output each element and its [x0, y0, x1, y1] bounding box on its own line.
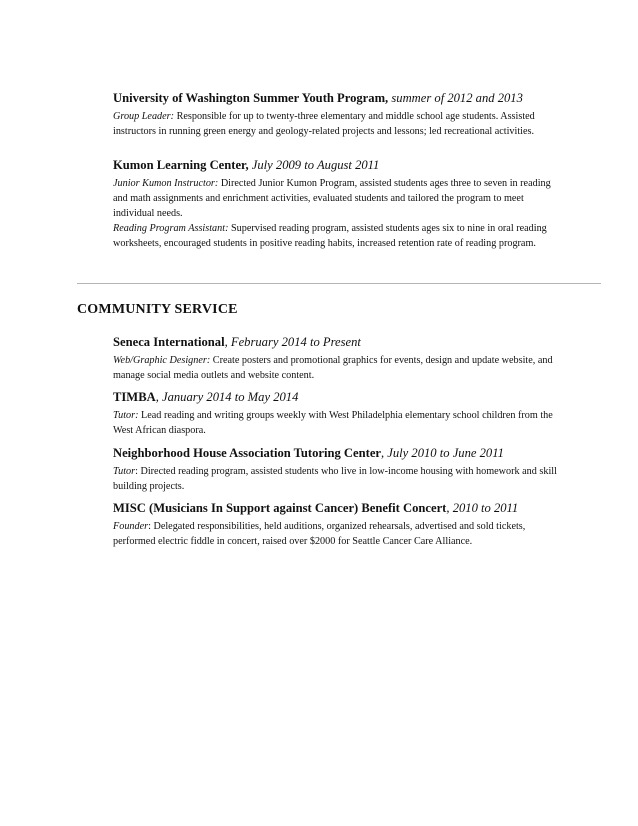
section-divider — [77, 283, 601, 284]
entry-title — [113, 500, 563, 516]
entry-role-text: Directed Junior Kumon Program, assisted students ages three to seven in reading and math assignments and enrichment activities, evaluated students and tailored the program to meet individual needs. — [113, 178, 551, 219]
entry-description — [113, 519, 563, 549]
entry-title — [113, 334, 563, 350]
entry-role: Junior Kumon Instructor: — [113, 178, 219, 189]
entry-dates: , July 2010 to June 2011 — [381, 446, 504, 460]
entry-role-text: Responsible for up to twenty-three elementary and middle school age students. Assisted instructors in running green energy and geology-related projects and lessons; led recreational activities. — [113, 111, 535, 137]
entry-role: Reading Program Assistant: — [113, 223, 229, 234]
entry-role-text: Create posters and promotional graphics for events, design and update website, and manage social media outlets and website content. — [113, 355, 553, 381]
entry-title — [113, 389, 563, 405]
entry-description — [113, 176, 563, 251]
entry-role-text: : Delegated responsibilities, held auditions, organized rehearsals, advertised and sold tickets, performed electric fiddle in concert, raised over $2000 for Seattle Cancer Care Alliance. — [113, 521, 526, 547]
entry-role: Tutor: — [113, 410, 139, 421]
entry-description — [113, 109, 563, 139]
entry-title — [113, 90, 563, 106]
section-heading-community-service: COMMUNITY SERVICE — [77, 302, 238, 317]
entry-description — [113, 353, 563, 383]
entry-description — [113, 408, 563, 438]
entry-title — [113, 157, 563, 173]
entry-org: MISC (Musicians In Support against Cancer) Benefit Concert — [113, 501, 447, 515]
entry-role-text: Lead reading and writing groups weekly with West Philadelphia elementary school children from the West African diaspora. — [113, 410, 553, 436]
entry-title — [113, 445, 563, 461]
community-entry-misc-concert — [113, 500, 563, 549]
entry-role-text: : Directed reading program, assisted students who live in low-income housing with homework and skill building projects. — [113, 466, 557, 492]
entry-org: TIMBA — [113, 390, 156, 404]
entry-org: Kumon Learning Center, — [113, 158, 249, 172]
entry-dates: , January 2014 to May 2014 — [155, 390, 299, 404]
entry-role-text: Supervised reading program, assisted students ages six to nine in oral reading worksheets, encouraged students in positive reading habits, increased retention rate of reading program. — [113, 223, 547, 249]
entry-role: Group Leader: — [113, 111, 175, 122]
entry-role: Founder — [113, 521, 149, 532]
community-entry-timba — [113, 389, 563, 438]
entry-org: Neighborhood House Association Tutoring Center — [113, 446, 381, 460]
entry-description — [113, 464, 563, 494]
entry-dates: July 2009 to August 2011 — [248, 158, 380, 172]
entry-dates: , 2010 to 2011 — [446, 501, 519, 515]
community-entry-neighborhood-house — [113, 445, 563, 494]
community-entry-seneca — [113, 334, 563, 383]
experience-entry-uw-youth — [113, 90, 563, 139]
entry-role: Web/Graphic Designer: — [113, 355, 211, 366]
experience-entry-kumon — [113, 157, 563, 251]
entry-org: Seneca International — [113, 335, 225, 349]
entry-org: University of Washington Summer Youth Program, — [113, 91, 389, 105]
entry-role: Tutor — [113, 466, 136, 477]
entry-dates: summer of 2012 and 2013 — [388, 91, 523, 105]
entry-dates: , February 2014 to Present — [224, 335, 361, 349]
